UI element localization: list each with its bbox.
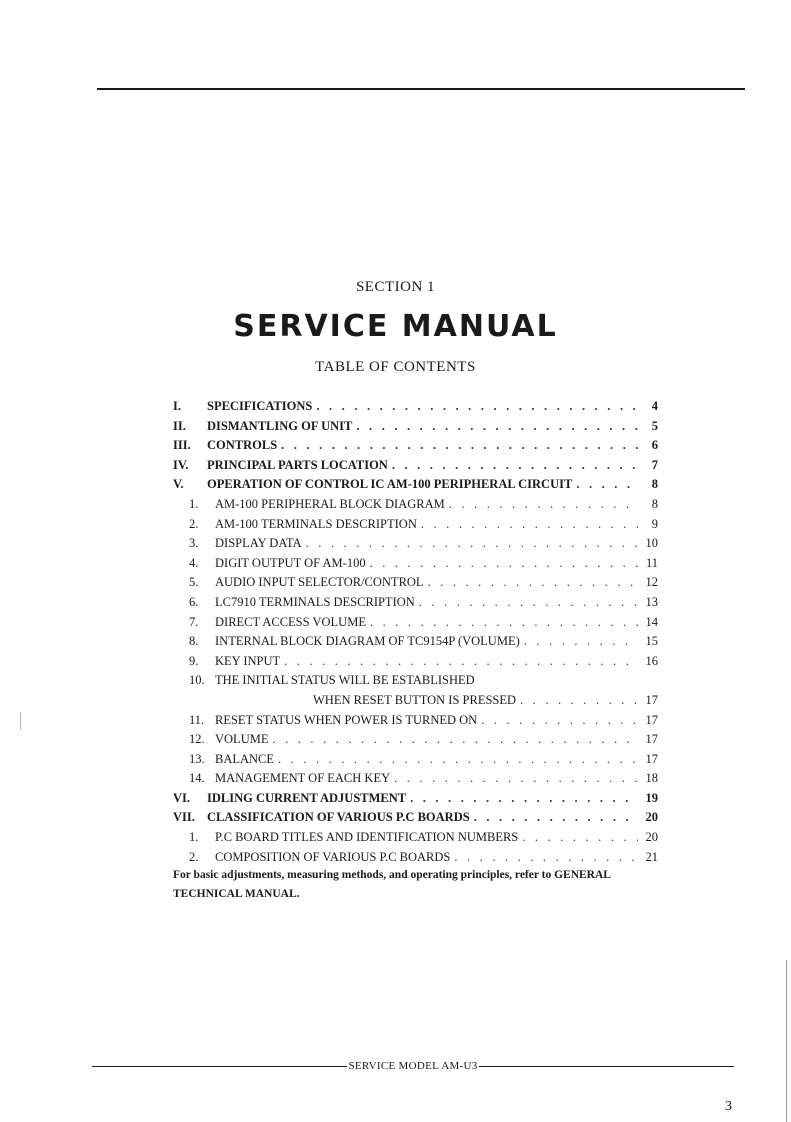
toc-leader-dots — [410, 789, 638, 809]
toc-entry-title: DIRECT ACCESS VOLUME — [215, 614, 366, 629]
toc-entry — [173, 769, 658, 789]
toc-entry-title: BALANCE — [215, 751, 275, 766]
toc-entry-page: 19 — [645, 790, 658, 805]
toc-leader-dots — [454, 848, 638, 868]
toc-leader-dots — [284, 652, 638, 672]
toc-entry-title: AUDIO INPUT SELECTOR/CONTROL — [215, 575, 424, 590]
toc-entry-page: 14 — [645, 614, 658, 629]
toc-leader-dots — [421, 515, 638, 535]
toc-entry — [173, 515, 658, 535]
toc-entry-page: 21 — [645, 849, 658, 864]
toc-entry — [173, 828, 658, 848]
toc-leader-dots — [272, 730, 638, 750]
toc-entry-number: 9. — [189, 653, 199, 668]
toc-entry — [173, 436, 658, 456]
toc-entry-title: VOLUME — [215, 732, 269, 747]
toc-entry-title: AM-100 TERMINALS DESCRIPTION — [215, 516, 417, 531]
scan-edge — [786, 960, 787, 1122]
toc-entry-number: 4. — [189, 555, 199, 570]
toc-entry — [173, 554, 658, 574]
toc-entry — [173, 632, 658, 652]
table-of-contents — [173, 397, 658, 867]
toc-entry-number: 6. — [189, 594, 199, 609]
toc-entry-title: SPECIFICATIONS — [207, 399, 313, 413]
toc-leader-dots — [419, 593, 638, 613]
toc-entry-number: 14. — [189, 771, 205, 786]
footer — [92, 1059, 734, 1073]
toc-entry — [173, 417, 658, 437]
toc-entry-number: 5. — [189, 575, 199, 590]
toc-entry-page: 12 — [645, 575, 658, 590]
toc-entry-number: 3. — [189, 536, 199, 551]
toc-leader-dots — [522, 828, 638, 848]
toc-leader-dots — [524, 632, 638, 652]
manual-title: SERVICE MANUAL — [233, 309, 558, 344]
toc-entry-page: 15 — [645, 634, 658, 649]
toc-entry — [173, 730, 658, 750]
toc-entry-page: 16 — [645, 653, 658, 668]
toc-entry-page: 10 — [645, 536, 658, 551]
toc-entry-page: 13 — [645, 594, 658, 609]
toc-entry-title: COMPOSITION OF VARIOUS P.C BOARDS — [215, 849, 451, 864]
toc-entry-number: 1. — [189, 830, 199, 845]
page-number: 3 — [725, 1099, 732, 1114]
toc-entry-title: THE INITIAL STATUS WILL BE ESTABLISHED — [215, 673, 475, 688]
toc-entry — [173, 593, 658, 613]
toc-entry-number: 13. — [189, 751, 205, 766]
toc-entry-number: III. — [173, 438, 191, 453]
toc-entry-page: 17 — [645, 692, 658, 707]
toc-entry-title: CONTROLS — [207, 438, 278, 453]
toc-entry-page: 17 — [645, 751, 658, 766]
toc-entry-page: 6 — [651, 438, 658, 453]
toc-entry-number: VI. — [173, 790, 191, 805]
toc-entry-page: 17 — [645, 712, 658, 727]
toc-entry-page: 9 — [651, 516, 658, 531]
toc-entry — [173, 848, 658, 868]
toc-entry-number: I. — [173, 399, 181, 413]
margin-mark — [20, 712, 21, 730]
toc-entry-title: DISMANTLING OF UNIT — [207, 418, 353, 433]
toc-entry — [173, 495, 658, 515]
toc-leader-dots — [370, 554, 638, 574]
toc-entry-title: DISPLAY DATA — [215, 536, 302, 551]
toc-entry-number: 10. — [189, 673, 205, 688]
toc-entry-number: 8. — [189, 634, 199, 649]
toc-entry-number: V. — [173, 477, 184, 492]
toc-entry — [173, 475, 658, 495]
toc-entry-page: 18 — [645, 771, 658, 786]
toc-entry-title: OPERATION OF CONTROL IC AM-100 PERIPHERAL CIRCUIT — [207, 477, 573, 492]
service-model-label: SERVICE MODEL AM-U3 — [348, 1060, 478, 1072]
toc-leader-dots — [428, 573, 638, 593]
toc-leader-dots — [370, 613, 638, 633]
toc-entry-page: 20 — [645, 810, 658, 825]
reference-note: For basic adjustments, measuring methods, and operating principles, refer to GENERAL TECHNICAL MANUAL. — [173, 869, 611, 900]
toc-entry-page: 17 — [645, 732, 658, 747]
footer-rule-right — [479, 1066, 734, 1067]
toc-entry — [173, 711, 658, 731]
section-label: SECTION 1 — [355, 279, 436, 295]
toc-entry-number: 2. — [189, 516, 199, 531]
toc-entry-number: 11. — [189, 712, 205, 727]
toc-leader-dots — [316, 397, 638, 417]
toc-entry-title: INTERNAL BLOCK DIAGRAM OF TC9154P (VOLUME) — [215, 634, 520, 649]
top-rule — [97, 88, 745, 90]
toc-entry — [173, 652, 658, 672]
toc-leader-dots — [576, 475, 638, 495]
toc-entry — [173, 808, 658, 828]
toc-entry-title: P.C BOARD TITLES AND IDENTIFICATION NUMBERS — [215, 830, 519, 845]
toc-entry-title: IDLING CURRENT ADJUSTMENT — [207, 790, 407, 805]
toc-entry-number: II. — [173, 418, 186, 433]
toc-entry-number: VII. — [173, 810, 195, 825]
toc-entry — [173, 613, 658, 633]
toc-entry-title: WHEN RESET BUTTON IS PRESSED — [313, 692, 517, 707]
toc-entry-number: IV. — [173, 457, 189, 472]
toc-entry-number: 1. — [189, 496, 199, 511]
toc-leader-dots — [520, 691, 638, 711]
toc-entry — [173, 573, 658, 593]
footer-rule-left — [92, 1066, 347, 1067]
toc-leader-dots — [474, 808, 638, 828]
toc-entry-page: 8 — [651, 496, 658, 511]
toc-entry-title: LC7910 TERMINALS DESCRIPTION — [215, 594, 415, 609]
toc-entry-title: CLASSIFICATION OF VARIOUS P.C BOARDS — [207, 810, 470, 825]
toc-leader-dots — [394, 769, 638, 789]
toc-entry-number: 7. — [189, 614, 199, 629]
toc-leader-dots — [392, 456, 638, 476]
toc-entry-number: 12. — [189, 732, 205, 747]
toc-entry — [173, 456, 658, 476]
toc-leader-dots — [481, 711, 638, 731]
toc-leader-dots — [306, 534, 638, 554]
toc-entry-title: AM-100 PERIPHERAL BLOCK DIAGRAM — [215, 496, 445, 511]
toc-entry-title: RESET STATUS WHEN POWER IS TURNED ON — [215, 712, 478, 727]
toc-heading: TABLE OF CONTENTS — [315, 359, 476, 375]
toc-entry-page: 20 — [645, 830, 658, 845]
toc-entry — [173, 671, 658, 691]
toc-entry-page: 8 — [651, 477, 658, 492]
toc-entry-page: 4 — [651, 399, 658, 413]
toc-entry — [173, 534, 658, 554]
toc-leader-dots — [449, 495, 638, 515]
toc-leader-dots — [278, 750, 638, 770]
toc-entry — [173, 789, 658, 809]
toc-leader-dots — [356, 417, 638, 437]
toc-entry-page: 7 — [651, 457, 658, 472]
toc-entry-number: 2. — [189, 849, 199, 864]
toc-leader-dots — [281, 436, 638, 456]
toc-entry-title: MANAGEMENT OF EACH KEY — [215, 771, 391, 786]
toc-entry — [173, 397, 658, 417]
toc-entry-title: PRINCIPAL PARTS LOCATION — [207, 457, 388, 472]
toc-entry-title: KEY INPUT — [215, 653, 281, 668]
toc-entry-page: 11 — [645, 555, 658, 570]
toc-entry-page: 5 — [651, 418, 658, 433]
toc-entry — [173, 691, 658, 711]
toc-entry — [173, 750, 658, 770]
toc-entry-title: DIGIT OUTPUT OF AM-100 — [215, 555, 366, 570]
